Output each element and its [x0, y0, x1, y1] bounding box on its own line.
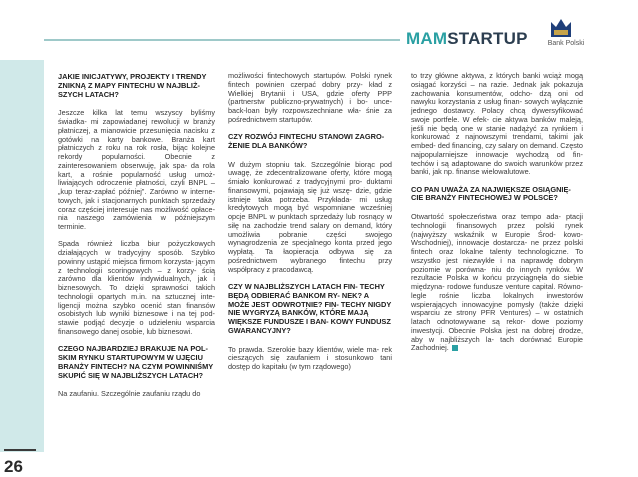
- bank-logo: [536, 16, 596, 52]
- question-heading: CZY ROZWÓJ FINTECHU STANOWI ZAGRO- ŻENIE DLA BANKÓW?: [228, 132, 385, 150]
- paragraph: to trzy główne aktywa, z których banki wciąż mogą osiągać korzyści – na razie. Jednak jak pokazuja zachowania konsumentów, odcho- dzą oni od nawyku korzystania z usług finan- sowych wyłącznie jednego dostawcy. Polacy chcą dywersyfikować swoje portfele. W efek- cie aktywa banków maleją, jeśli nie będą one w stanie nadążyć za rynkiem i konkurować z najnowszymi trendami, takimi jak embed- ded financing, czy salary on demand. Często najpopularniejsze innowacje wychodzą od fin- techów i są adaptowane do swoich warunków przez banki, jak np. finanse wielowalutowe.: [411, 71, 583, 177]
- paragraph: Jeszcze kilka lat temu wszyscy byliśmy świadka- mi zapowiadanej rewolucji w branży płatniczej, a mianowicie przesunięcia nacisku z gotówki na karty bankowe. Branża kart płatniczych z roku na rok rosła, bijąc kolejne rekordy popularności. Obecnie z zainteresowaniem obserwuję, jak spa- da rola kart, a rośnie popularność usług umoż- liwiających odroczenie płatności, czyli BNPL – „kup teraz-zapłać później”. Zarówno w interne- towych, jak i stacjonarnych punktach sprzedaży coraz częściej interesuje nas możliwość opłace- nia naszego zamówienia w późniejszym terminie.: [58, 108, 215, 231]
- paragraph: możliwości fintechowych startupów. Polski rynek fintech powinien czerpać dobry przy- kład z Wielkiej Brytanii i USA, gdzie oferty PPP (partnerstw publiczno-prywatnych) i bo- unce-back-loan były rozpowszechniane wła- śnie za pośrednictwem startupów.: [228, 71, 392, 124]
- paragraph: W dużym stopniu tak. Szczególnie biorąc pod uwagę, że zdecentralizowane oferty, które mogą śmiało konkurować z tradycyjnymi pro- duktami finansowymi, pojawiają się już wszę- dzie, gdzie istnieje taka potrzeba. Przykłada- mi usług kredytowych mogą być wspomniane wcześniej opcje BNPL w punktach sprzedaży lub rosnący w siłę na zachodzie trend salary on demand, który umożliwia pobranie części swojego wynagrodzenia ze specjalnego konta przed jego wypłatą. Ta łaopieracja odbywa się za pośrednictwem wybranego fintechu przy współpracy z pracodawcą.: [228, 159, 392, 274]
- question-heading: JAKIE INICJATYWY, PROJEKTY I TRENDY ZNIKNĄ Z MAPY FINTECHU W NAJBLIŻ- SZYCH LATACH?: [58, 72, 207, 99]
- side-strip: [0, 60, 44, 476]
- paragraph: To prawda. Szerokie bazy klientów, wiele ma- rek cieszących się zaufaniem i stosunkowo tani dostęp do kapitału (w tym rządowego): [228, 344, 392, 372]
- bank-name: Bank Polski: [547, 40, 585, 47]
- paragraph: [411, 213, 583, 353]
- paragraph-text: Otwartość społeczeństwa oraz tempo ada- ptacji technologii finansowych przez polski rynek (najwyższy wskaźnik w Europie Środ- kowo-Wschodniej), innowacje dostarcza- ne przez polski fintech oraz lokalne talenty technologiczne. To wszystko jest niezwykłe i na naprawdę dobrym poziomie w porówna- niu do innych rynków. W rezultacie Polska w końcu przyciągnęła do siebie międzyna- rodowe fundusze venture capital. Równo- legle rośnie liczba lokalnych inwestorów wspierających innowacyjne pomysły (także dzięki wsparciu ze strony PFR Ventures) – w ostatnich latach odnotowywane są rekor- dowe poziomy inwestycji. Obecnie Polska jest na dobrej drodze, aby w najbliższych la- tach dorównać Europie Zachodniej.: [411, 212, 583, 353]
- page-number: 26: [4, 457, 23, 476]
- logo-mam-text: MAM: [406, 29, 448, 48]
- question-heading: CO PAN UWAŻA ZA NAJWIĘKSZE OSIĄGNIĘ- CIE BRANŻY FINTECHOWEJ W POLSCE?: [411, 184, 571, 203]
- bank-emblem-icon: [548, 16, 574, 38]
- page-number-rule: [4, 449, 36, 451]
- logo-startup-text: STARTUP: [447, 29, 528, 48]
- page-header: [0, 0, 638, 60]
- header-rule: [44, 39, 400, 41]
- column-2: [228, 72, 392, 381]
- column-3: [411, 72, 583, 362]
- question-heading: CZEGO NAJBARDZIEJ BRAKUJE NA POL- SKIM RYNKU STARTUPOWYM W UJĘCIU BRANŻY FINTECH? NA CZYM POWINNIŚMY SKUPIĆ SIĘ W NAJBLIŻSZYCH LATACH?: [58, 344, 214, 380]
- mamstartup-logo: [406, 29, 528, 49]
- question-heading: CZY W NAJBLIŻSZYCH LATACH FIN- TECHY BĘDĄ ODBIERAĆ BANKOM RY- NEK? A MOŻE JEST ODWROTNIE? FIN- TECHY NIGDY NIE WYGRYZĄ BANKÓW, KTÓRE MAJĄ WIĘKSZE FUNDUSZE I BAN- KOWY FUNDUSZ GWARANCYJNY?: [228, 282, 392, 335]
- paragraph: Spada również liczba biur pożyczkowych działających w tradycyjny sposób. Szybko powinny ustąpić miejsca firmom korzysta- jącym z technologii scoringowych – z korzy- ścią zarówno dla klientów indywidualnych, jak i biznesowych. To dzięki sprawności takich technologii opartych m.in. na sztucznej inte- ligencji można szybko ocenić stan finansów osobistych lub wyniki biznesowe i na tej pod- stawie podjąć decyzje o udzieleniu wsparcia finansowego danej osobie, lub biznesowi.: [58, 239, 215, 336]
- column-1: [58, 73, 215, 408]
- paragraph: Na zaufaniu. Szczególnie zaufaniu rządu do: [58, 389, 201, 399]
- end-of-article-square-icon: [452, 345, 458, 351]
